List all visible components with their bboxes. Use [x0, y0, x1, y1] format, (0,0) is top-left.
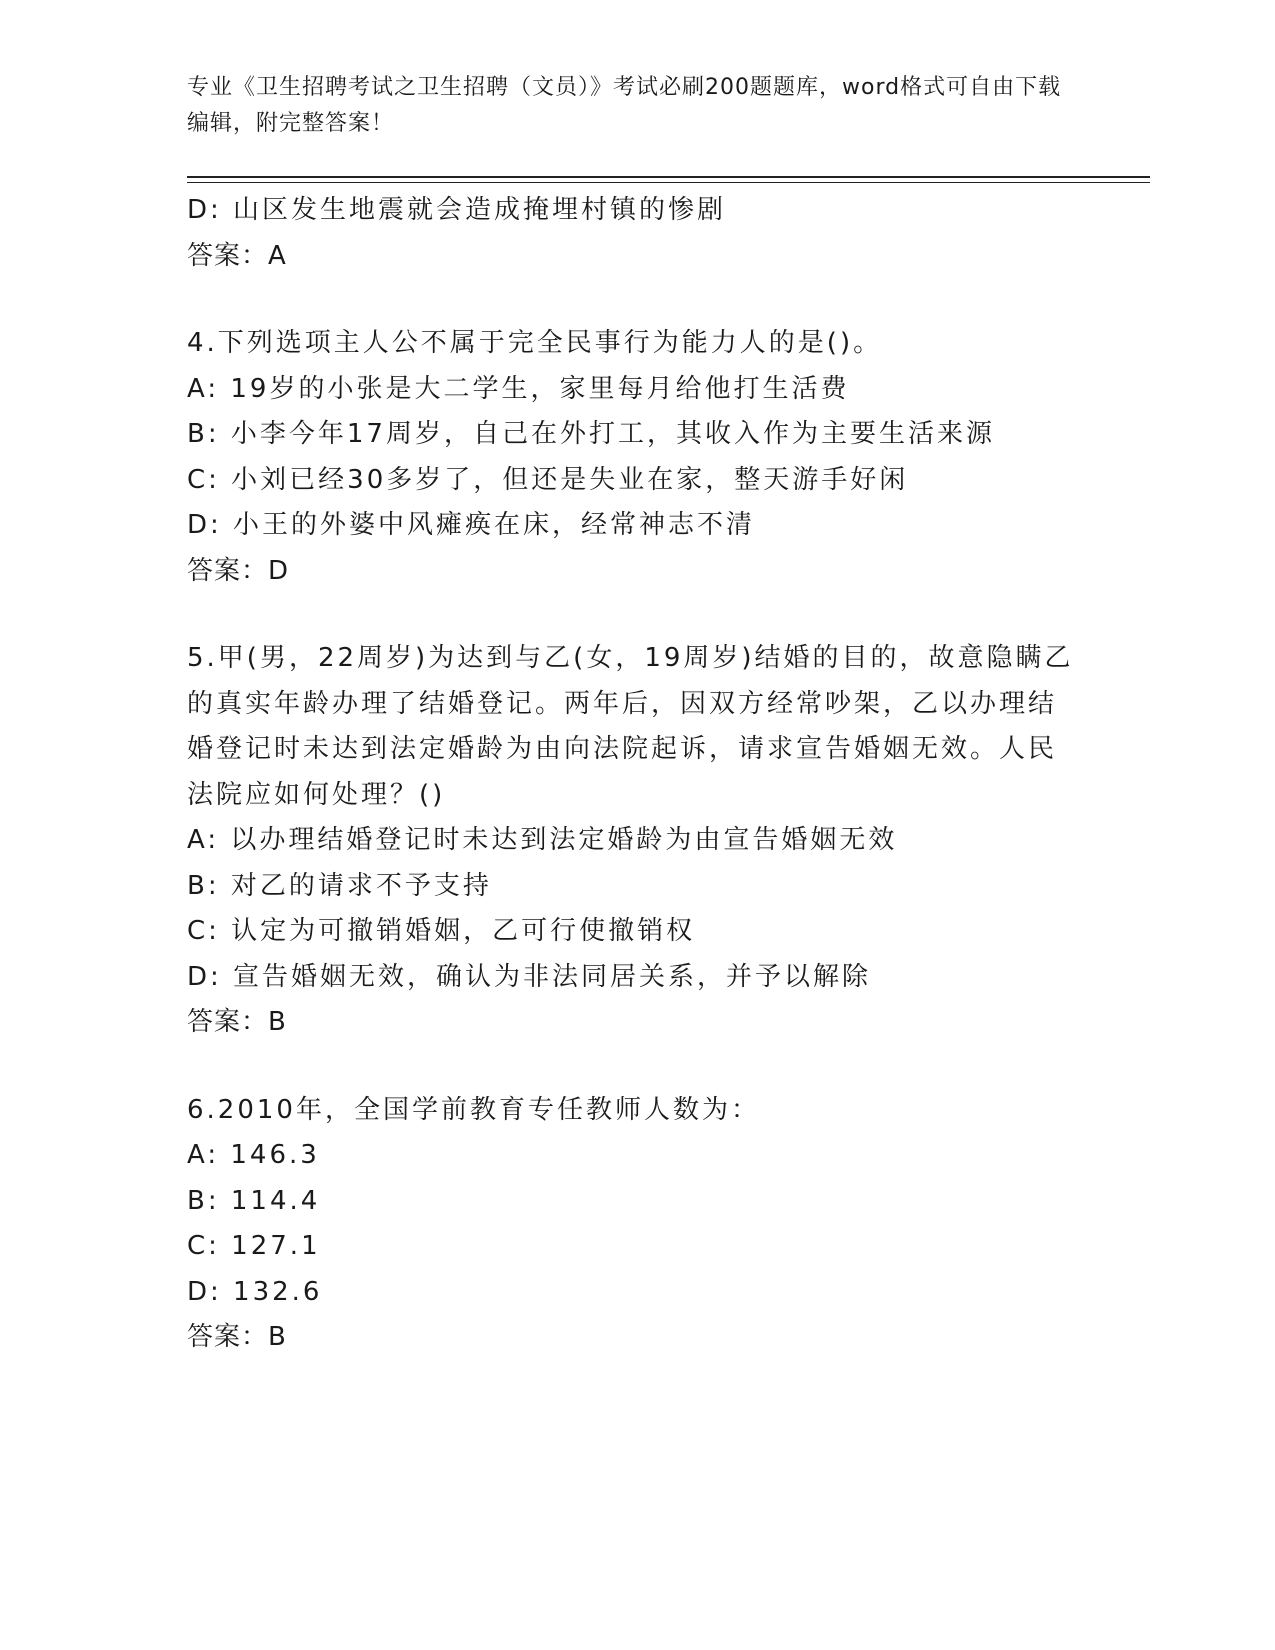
question-5	[187, 636, 1087, 1046]
option-c: C: 小刘已经30多岁了，但还是失业在家，整天游手好闲	[187, 464, 909, 495]
option-a: A: 146.3	[187, 1140, 320, 1170]
question-stem: 6.2010年，全国学前教育专任教师人数为：	[187, 1094, 760, 1125]
option-b: B: 114.4	[187, 1185, 321, 1216]
answer: 答案：B	[187, 1322, 287, 1352]
option-d: D: 132.6	[187, 1276, 323, 1307]
question-6	[187, 1088, 1087, 1361]
question-stem-line-2: 的真实年龄办理了结婚登记。两年后，因双方经常吵架，乙以办理结	[187, 688, 1058, 719]
option-a: A: 19岁的小张是大二学生，家里每月给他打生活费	[187, 373, 850, 404]
option-b: B: 小李今年17周岁，自己在外打工，其收入作为主要生活来源	[187, 419, 995, 449]
option-c: C: 认定为可撤销婚姻，乙可行使撤销权	[187, 916, 696, 946]
question-stem-line-3: 婚登记时未达到法定婚龄为由向法院起诉，请求宣告婚姻无效。人民	[187, 734, 1058, 764]
option-a: A: 以办理结婚登记时未达到法定婚龄为由宣告婚姻无效	[187, 825, 898, 855]
option-d: D: 小王的外婆中风瘫痪在床，经常神志不清	[187, 510, 756, 540]
answer: 答案：B	[187, 1007, 287, 1037]
question-stem: 4.下列选项主人公不属于完全民事行为能力人的是()。	[187, 328, 883, 358]
header-divider-thin	[187, 182, 1150, 183]
question-stem-line-1: 5.甲(男，22周岁)为达到与乙(女，19周岁)结婚的目的，故意隐瞒乙	[187, 643, 1074, 673]
option-c: C: 127.1	[187, 1231, 321, 1261]
answer: 答案：D	[187, 555, 290, 586]
option-d: D: 宣告婚姻无效，确认为非法同居关系，并予以解除	[187, 961, 872, 992]
answer: 答案：A	[187, 240, 287, 271]
question-4	[187, 321, 1087, 594]
question-stem-line-4: 法院应如何处理？()	[187, 779, 446, 810]
option-d: D: 山区发生地震就会造成掩埋村镇的惨剧	[187, 195, 727, 225]
question-content	[187, 188, 1087, 1361]
document-header: 专业《卫生招聘考试之卫生招聘（文员）》考试必刷200题题库，word格式可自由下载编辑，附完整答案！	[187, 75, 1062, 136]
question-3-tail	[187, 188, 1087, 279]
option-b: B: 对乙的请求不予支持	[187, 870, 492, 901]
header-divider-thick	[187, 176, 1150, 178]
